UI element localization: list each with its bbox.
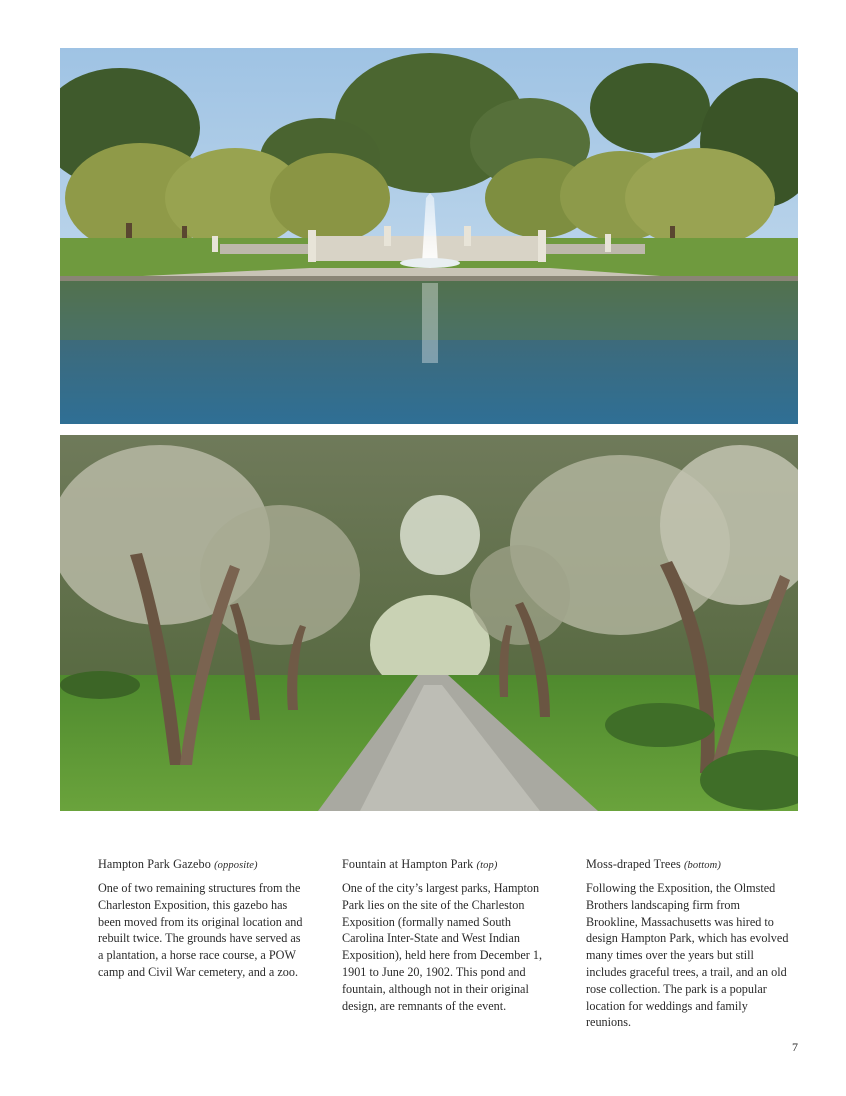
caption-body: Following the Exposition, the Olmsted Brothers landscaping firm from Brookline, Massachusetts was hired to design Hampton Park, which has evolved many times over the years but still includes graceful trees, a trail, and an old rose collection. The park is a popular location for weddings and family reunions. [586, 881, 789, 1030]
moss-trees-illustration [60, 435, 798, 811]
caption-fountain [342, 856, 550, 1031]
caption-title [342, 856, 550, 874]
caption-title [586, 856, 794, 874]
caption-note: (top) [476, 860, 498, 871]
caption-gazebo [98, 856, 306, 1031]
page-number: 7 [792, 1040, 798, 1054]
caption-title-text: Fountain at Hampton Park [342, 857, 474, 871]
caption-moss-trees [586, 856, 794, 1031]
captions [98, 856, 798, 1031]
caption-note: (opposite) [214, 860, 258, 871]
fountain-illustration [60, 48, 798, 424]
fountain-photo [60, 48, 798, 424]
caption-note: (bottom) [683, 860, 721, 871]
caption-body: One of the city’s largest parks, Hampton Park lies on the site of the Charleston Exposition (formally named South Carolina Inter-State and West Indian Exposition), held here from December 1, 1901 to June 20, 1902. This pond and fountain, although not in their original design, are remnants of the event. [342, 881, 543, 1013]
caption-title-text: Hampton Park Gazebo [98, 857, 211, 871]
caption-body: One of two remaining structures from the Charleston Exposition, this gazebo has been moved from its original location and rebuilt twice. The grounds have served as a plantation, a horse race course, a POW camp and Civil War cemetery, and a zoo. [98, 881, 303, 979]
caption-title [98, 856, 306, 874]
caption-title-text: Moss-draped Trees [586, 857, 681, 871]
moss-trees-photo [60, 435, 798, 811]
